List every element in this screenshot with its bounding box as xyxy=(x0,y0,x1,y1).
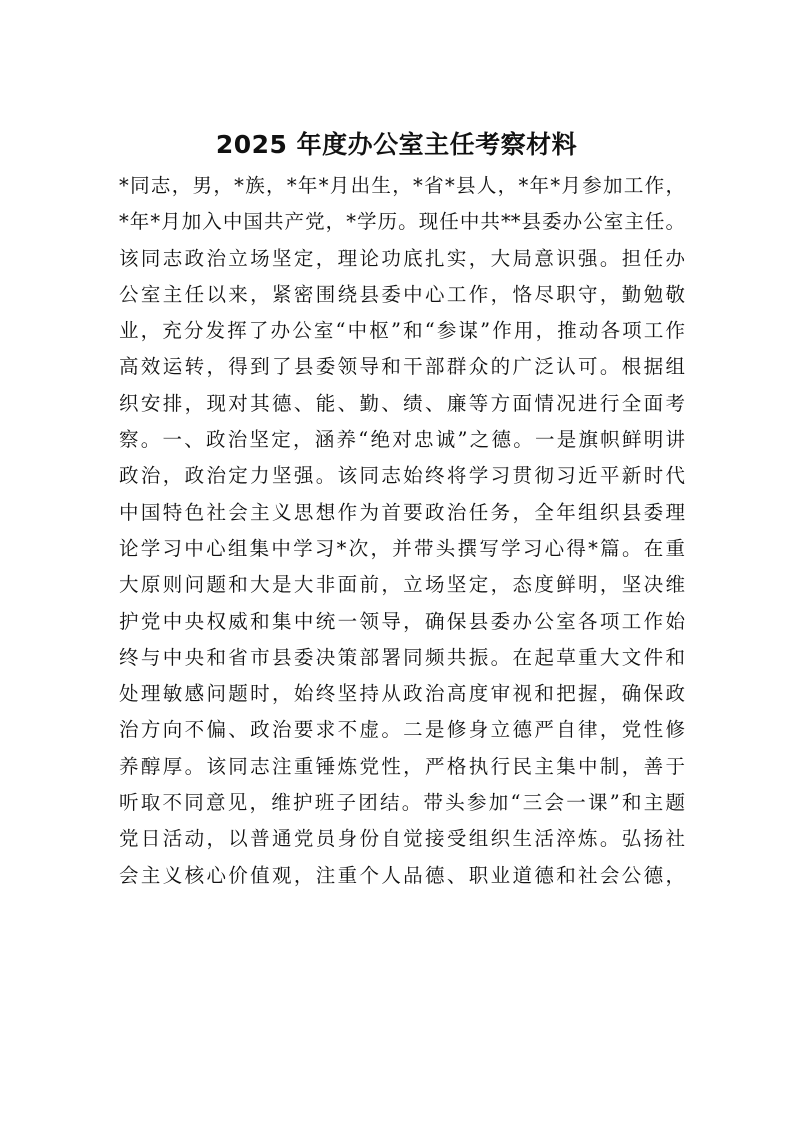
body-line: 中国特色社会主义思想作为首要政治任务，全年组织县委理 xyxy=(119,500,685,524)
body-line: 党日活动，以普通党员身份自觉接受组织生活淬炼。弘扬社 xyxy=(119,827,685,851)
body-line: 高效运转，得到了县委领导和干部群众的广泛认可。根据组 xyxy=(119,355,685,379)
body-line: 终与中央和省市县委决策部署同频共振。在起草重大文件和 xyxy=(119,645,685,669)
body-line: 业，充分发挥了办公室“中枢”和“参谋”作用，推动各项工作 xyxy=(119,319,685,343)
body-line: 公室主任以来，紧密围绕县委中心工作，恪尽职守，勤勉敬 xyxy=(119,282,685,306)
body-line: 听取不同意见，维护班子团结。带头参加“三会一课”和主题 xyxy=(119,791,685,815)
body-line: 治方向不偏、政治要求不虚。二是修身立德严自律，党性修 xyxy=(119,718,685,742)
body-line: 织安排，现对其德、能、勤、绩、廉等方面情况进行全面考 xyxy=(119,391,685,415)
document-title: 2025 年度办公室主任考察材料 xyxy=(215,130,578,159)
body-line: 养醇厚。该同志注重锤炼党性，严格执行民主集中制，善于 xyxy=(119,754,685,778)
body-line: 大原则问题和大是大非面前，立场坚定，态度鲜明，坚决维 xyxy=(119,573,685,597)
body-line: 护党中央权威和集中统一领导，确保县委办公室各项工作始 xyxy=(119,609,685,633)
body-line: 该同志政治立场坚定，理论功底扎实，大局意识强。担任办 xyxy=(119,246,685,270)
document-body xyxy=(119,168,685,894)
body-line: *年*月加入中国共产党，*学历。现任中共**县委办公室主任。 xyxy=(119,210,685,234)
body-line: *同志，男，*族，*年*月出生，*省*县人，*年*月参加工作， xyxy=(119,174,685,197)
body-line: 论学习中心组集中学习*次，并带头撰写学习心得*篇。在重 xyxy=(119,536,685,560)
body-line: 察。一、政治坚定，涵养“绝对忠诚”之德。一是旗帜鲜明讲 xyxy=(119,428,685,452)
body-line: 会主义核心价值观，注重个人品德、职业道德和社会公德， xyxy=(119,863,685,887)
body-line: 政治，政治定力坚强。该同志始终将学习贯彻习近平新时代 xyxy=(119,464,685,488)
body-line: 处理敏感问题时，始终坚持从政治高度审视和把握，确保政 xyxy=(119,682,685,706)
